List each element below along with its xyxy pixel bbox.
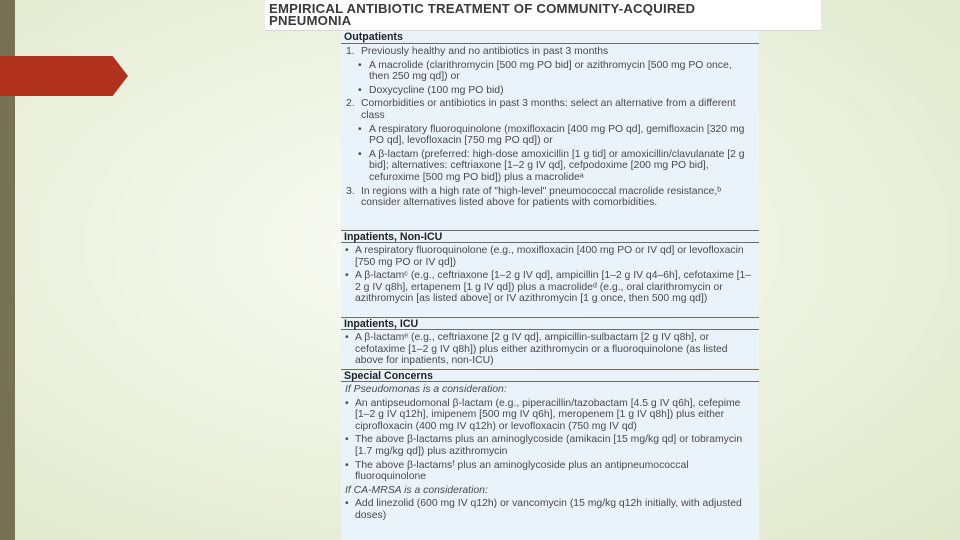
outpatient-item-3: 3. In regions with a high rate of "high-level" pneumococcal macrolide resistance,ᵇ consider alternatives listed above for patients with comorbidities.	[346, 185, 722, 209]
outpatient-item-2-bullet-1: • A respiratory fluoroquinolone (moxifloxacin [400 mg PO qd], gemifloxacin [320 mg PO qd], levofloxacin [750 mg PO qd]) or	[358, 123, 745, 147]
outpatient-item-1-bullet-1: • A macrolide (clarithromycin [500 mg PO bid] or azithromycin [500 mg PO once, then 250 mg qd]) or	[358, 59, 732, 83]
section-heading-outpatients: Outpatients	[341, 31, 759, 44]
outpatient-item-2: 2. Comorbidities or antibiotics in past 3 months: select an alternative from a different class	[346, 98, 736, 121]
outpatient-item-1: 1. Previously healthy and no antibiotics in past 3 months	[346, 46, 609, 57]
mrsa-bullet-1: • Add linezolid (600 mg IV q12h) or vancomycin (15 mg/kg q12h initially, with adjusted doses)	[345, 498, 742, 521]
slide-arrow-marker	[0, 56, 128, 96]
pseudomonas-bullet-3: • The above β-lactamsᶠ plus an aminoglycoside plus an antipneumococcal fluoroquinolone	[345, 459, 689, 483]
non-icu-bullet-1: • A respiratory fluoroquinolone (e.g., moxifloxacin [400 mg PO or IV qd] or levofloxacin [750 mg PO or IV qd])	[345, 245, 744, 268]
section-heading-special-concerns: Special Concerns	[341, 369, 759, 382]
inpatients-non-icu-section	[341, 230, 759, 316]
icu-bullet-1: • A β-lactamᵉ (e.g., ceftriaxone [2 g IV qd], ampicillin-sulbactam [2 g IV q8h], or cefotaxime [1–2 g IV q8h]) plus either azithromycin or a fluoroquinolone (as listed above for inpatients, non-ICU)	[345, 332, 728, 367]
pseudomonas-bullet-2: • The above β-lactams plus an aminoglycoside (amikacin [15 mg/kg qd] or tobramycin [1.7 mg/kg qd]) plus azithromycin	[345, 434, 743, 457]
outpatient-item-1-bullet-2: • Doxycycline (100 mg PO bid)	[358, 84, 504, 96]
outpatient-item-2-bullet-2: • A β-lactam (preferred: high-dose amoxicillin [1 g tid] or amoxicillin/clavulanate [2 g bid]; alternatives: ceftriaxone [1–2 g IV qd], cefpodoxime [200 mg PO bid], cefuroxime [500 mg PO bid]) plus a macrolideᵃ	[358, 148, 745, 183]
pseudomonas-consideration-label: If Pseudomonas is a consideration:	[345, 384, 507, 395]
table-title-line2: PNEUMONIA	[269, 13, 352, 28]
pseudomonas-bullet-1: • An antipseudomonal β-lactam (e.g., piperacillin/tazobactam [4.5 g IV q6h], cefepime [1–2 g IV q12h], imipenem [500 mg IV q6h], meropenem [1 g IV q8h]) plus either ciprofloxacin (400 mg IV q12h) or levofloxacin (750 mg IV qd)	[345, 397, 741, 432]
section-heading-inpatients-non-icu: Inpatients, Non-ICU	[341, 230, 759, 243]
non-icu-bullet-2: • A β-lactamᶜ (e.g., ceftriaxone [1–2 g IV qd], ampicillin [1–2 g IV q4–6h], cefotaxime [1–2 g IV q8h], ertapenem [1 g IV qd]) plus a macrolideᵈ (e.g., oral clarithromycin or azithromycin [as listed above] or IV azithromycin [1 g once, then 500 mg qd])	[345, 270, 752, 305]
mrsa-consideration-label: If CA-MRSA is a consideration:	[345, 484, 488, 496]
section-heading-inpatients-icu: Inpatients, ICU	[341, 317, 759, 330]
inpatients-icu-section	[341, 317, 759, 368]
table-title	[265, 0, 821, 31]
special-concerns-section	[341, 369, 759, 540]
document-image	[265, 0, 821, 540]
table-title-line1: EMPIRICAL ANTIBIOTIC TREATMENT OF COMMUNITY-ACQUIRED	[269, 1, 696, 16]
outpatients-section	[341, 31, 759, 230]
